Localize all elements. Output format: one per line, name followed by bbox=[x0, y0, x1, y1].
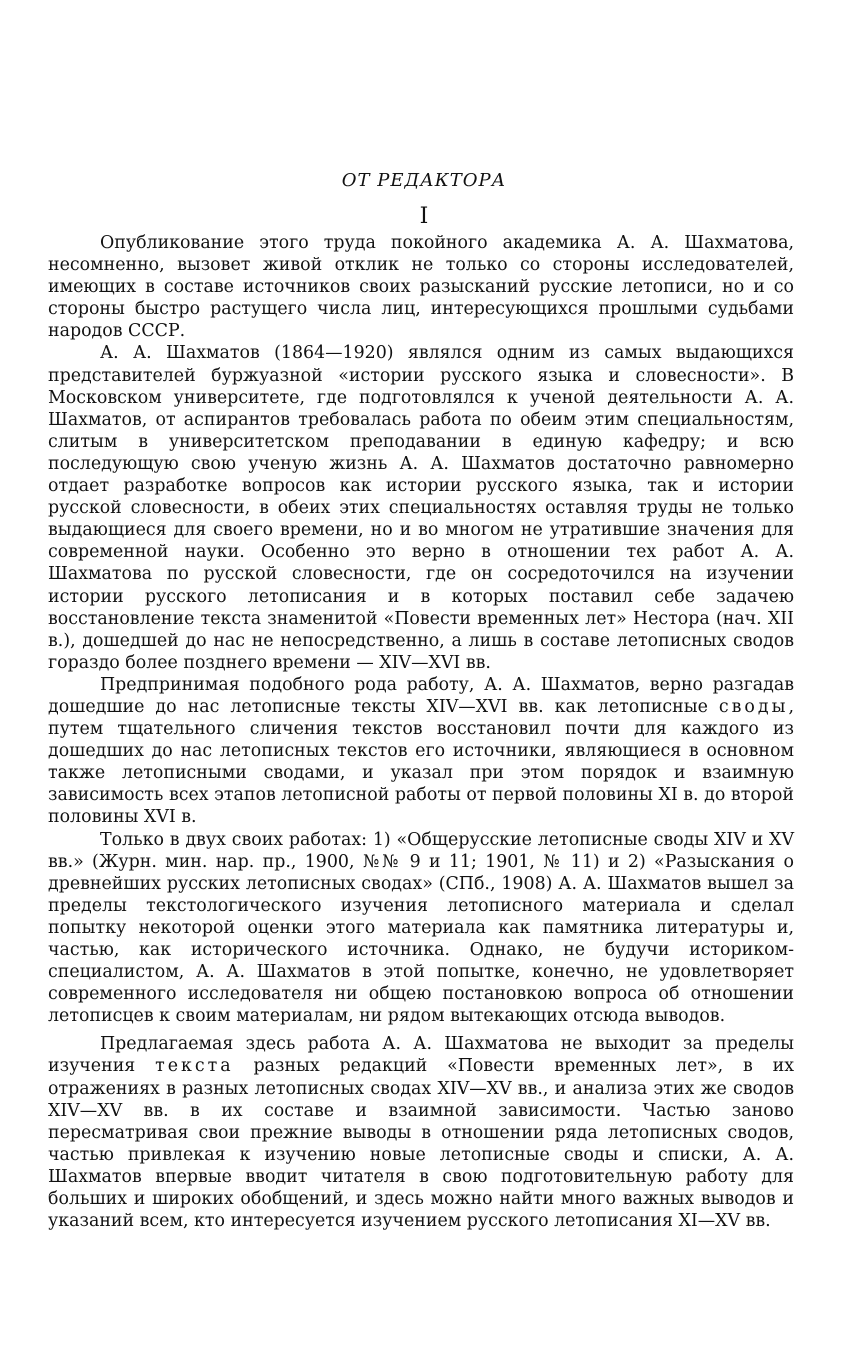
paragraph-4: Только в двух своих работах: 1) «Общерусские летописные своды XIV и XV вв.» (Журн. мин. нар. пр., 1900, №№ 9 и 11; 1901, № 11) и 2) «Разыскания о древнейших русских летописных сводах» (СПб., 1908) А. А. Шахматов вышел за пределы текстологического изучения летописного материала и сделал попытку некоторой оценки этого материала как памятника литературы и, частью, как исторического источника. Однако, не будучи историком-специалистом, А. А. Шахматов в этой попытке, конечно, не удовлетворяет современного исследователя ни общею постановкою вопроса об отношении летописцев к своим материалам, ни рядом вытекающих отсюда выводов. bbox=[48, 829, 794, 1027]
paragraph-1: Опубликование этого труда покойного академика А. А. Шахматова, несомненно, вызовет живой отклик не только со стороны исследователей, имеющих в составе источников своих разысканий русские летописи, но и со стороны быстро растущего числа лиц, интересующихся прошлыми судьбами народов СССР. bbox=[48, 233, 794, 342]
paragraph-2: А. А. Шахматов (1864—1920) являлся одним из самых выдающихся представителей буржуазной «истории русского языка и словесности». В Московском университете, где подготовлялся к ученой деятельности А. А. Шахматов, от аспирантов требовалась работа по обеим этим специальностям, слитым в университетском преподавании в единую кафедру; и всю последующую свою ученую жизнь А. А. Шахматов достаточно равномерно отдает разработке вопросов как истории русского языка, так и истории русской словесности, в обеих этих специальностях оставляя труды не только выдающиеся для своего времени, но и во многом не утратившие значения для современной науки. Особенно это верно в отношении тех работ А. А. Шахматова по русской словесности, где он сосредоточился на изучении истории русского летописания и в которых поставил себе задачею восстановление текста знаменитой «Повести временных лет» Нестора (нач. XII в.), дошедшей до нас не непосредственно, а лишь в составе летописных сводов гораздо более позднего времени — XIV—XVI вв. bbox=[48, 343, 794, 673]
paragraph-5-after: разных редакций «Повести временных лет», в их отражениях в разных летописных сводах XIV—XV вв., и анализа этих же сводов XIV—XV вв. в их составе и взаимной зависимости. Частью заново пересматривая свои прежние выводы в отношении ряда летописных сводов, частью привлекая к изучению новые летописные своды и списки, А. А. Шахматов впервые вводит читателя в свою подготовительную работу для больших и широких обобщений, и здесь можно найти много важных выводов и указаний всем, кто интересуется изучением русского летописания XI—XV вв. bbox=[48, 1056, 795, 1232]
section-numeral: I bbox=[419, 204, 429, 229]
paragraph-5-before: Предлагаемая здесь работа А. А. Шахматова не выходит за пределы изучения bbox=[48, 1034, 794, 1077]
paragraph-3-emphasis: своды bbox=[718, 696, 789, 717]
page-title: ОТ РЕДАКТОРА bbox=[341, 170, 507, 191]
paragraph-5-emphasis: текста bbox=[155, 1056, 234, 1077]
paragraph-3-after: , путем тщательного сличения текстов восстановил почти для каждого из дошедших до нас летописных текстов его источники, являющиеся в основном также летописными сводами, и указал при этом порядок и взаимную зависимость всех этапов летописной работы от первой половины XI в. до второй половины XVI в. bbox=[48, 696, 794, 828]
paragraph-5 bbox=[48, 1033, 794, 1232]
body-text bbox=[48, 232, 794, 1232]
paragraph-3 bbox=[48, 674, 794, 829]
paragraph-3-before: Предпринимая подобного рода работу, А. А. Шахматов, верно разгадав дошедшие до нас летописные тексты XIV—XVI вв. как летописные bbox=[48, 674, 794, 717]
